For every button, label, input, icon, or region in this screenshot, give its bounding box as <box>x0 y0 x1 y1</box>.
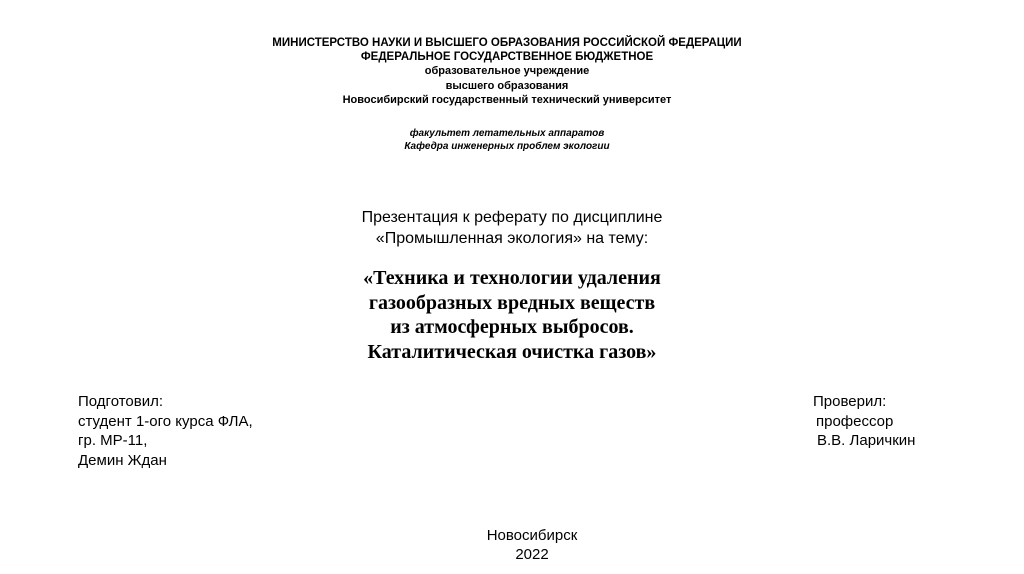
faculty-block <box>262 127 752 153</box>
prepared-by-label: Подготовил: <box>78 393 164 410</box>
title-line-1: «Техника и технологии удаления <box>363 267 661 289</box>
footer-block <box>412 526 652 564</box>
subtitle-line-1: Презентация к реферату по дисциплине <box>361 209 663 226</box>
student-name: Демин Ждан <box>78 451 167 469</box>
presentation-subtitle <box>262 207 762 249</box>
checked-by-block <box>800 392 960 451</box>
year: 2022 <box>515 546 549 563</box>
ministry-line: МИНИСТЕРСТВО НАУКИ И ВЫСШЕГО ОБРАЗОВАНИЯ РОССИЙСКОЙ ФЕДЕРАЦИИ <box>272 37 742 49</box>
university-name: Новосибирский государственный технический университет <box>342 93 672 106</box>
title-line-4: Каталитическая очистка газов» <box>367 340 657 363</box>
faculty-name: факультет летательных аппаратов <box>409 128 605 139</box>
presentation-title <box>262 266 762 364</box>
institution-header <box>212 36 802 107</box>
title-line-3: из атмосферных выбросов. <box>390 316 634 338</box>
education-institution-line: образовательное учреждение <box>424 65 590 78</box>
reviewer-position: профессор <box>816 412 894 430</box>
city: Новосибирск <box>486 527 578 544</box>
reviewer-name: В.В. Ларичкин <box>817 432 916 449</box>
prepared-by-block <box>78 392 253 470</box>
student-group: гр. МР-11, <box>78 432 148 449</box>
higher-education-line: высшего образования <box>445 79 569 92</box>
subtitle-line-2: «Промышленная экология» на тему: <box>375 230 649 247</box>
institution-type-line: ФЕДЕРАЛЬНОЕ ГОСУДАРСТВЕННОЕ БЮДЖЕТНОЕ <box>360 51 654 64</box>
department-name: Кафедра инженерных проблем экологии <box>404 141 610 152</box>
student-course: студент 1-ого курса ФЛА, <box>78 412 253 430</box>
title-line-2: газообразных вредных веществ <box>368 291 656 314</box>
checked-by-label: Проверил: <box>813 393 887 410</box>
